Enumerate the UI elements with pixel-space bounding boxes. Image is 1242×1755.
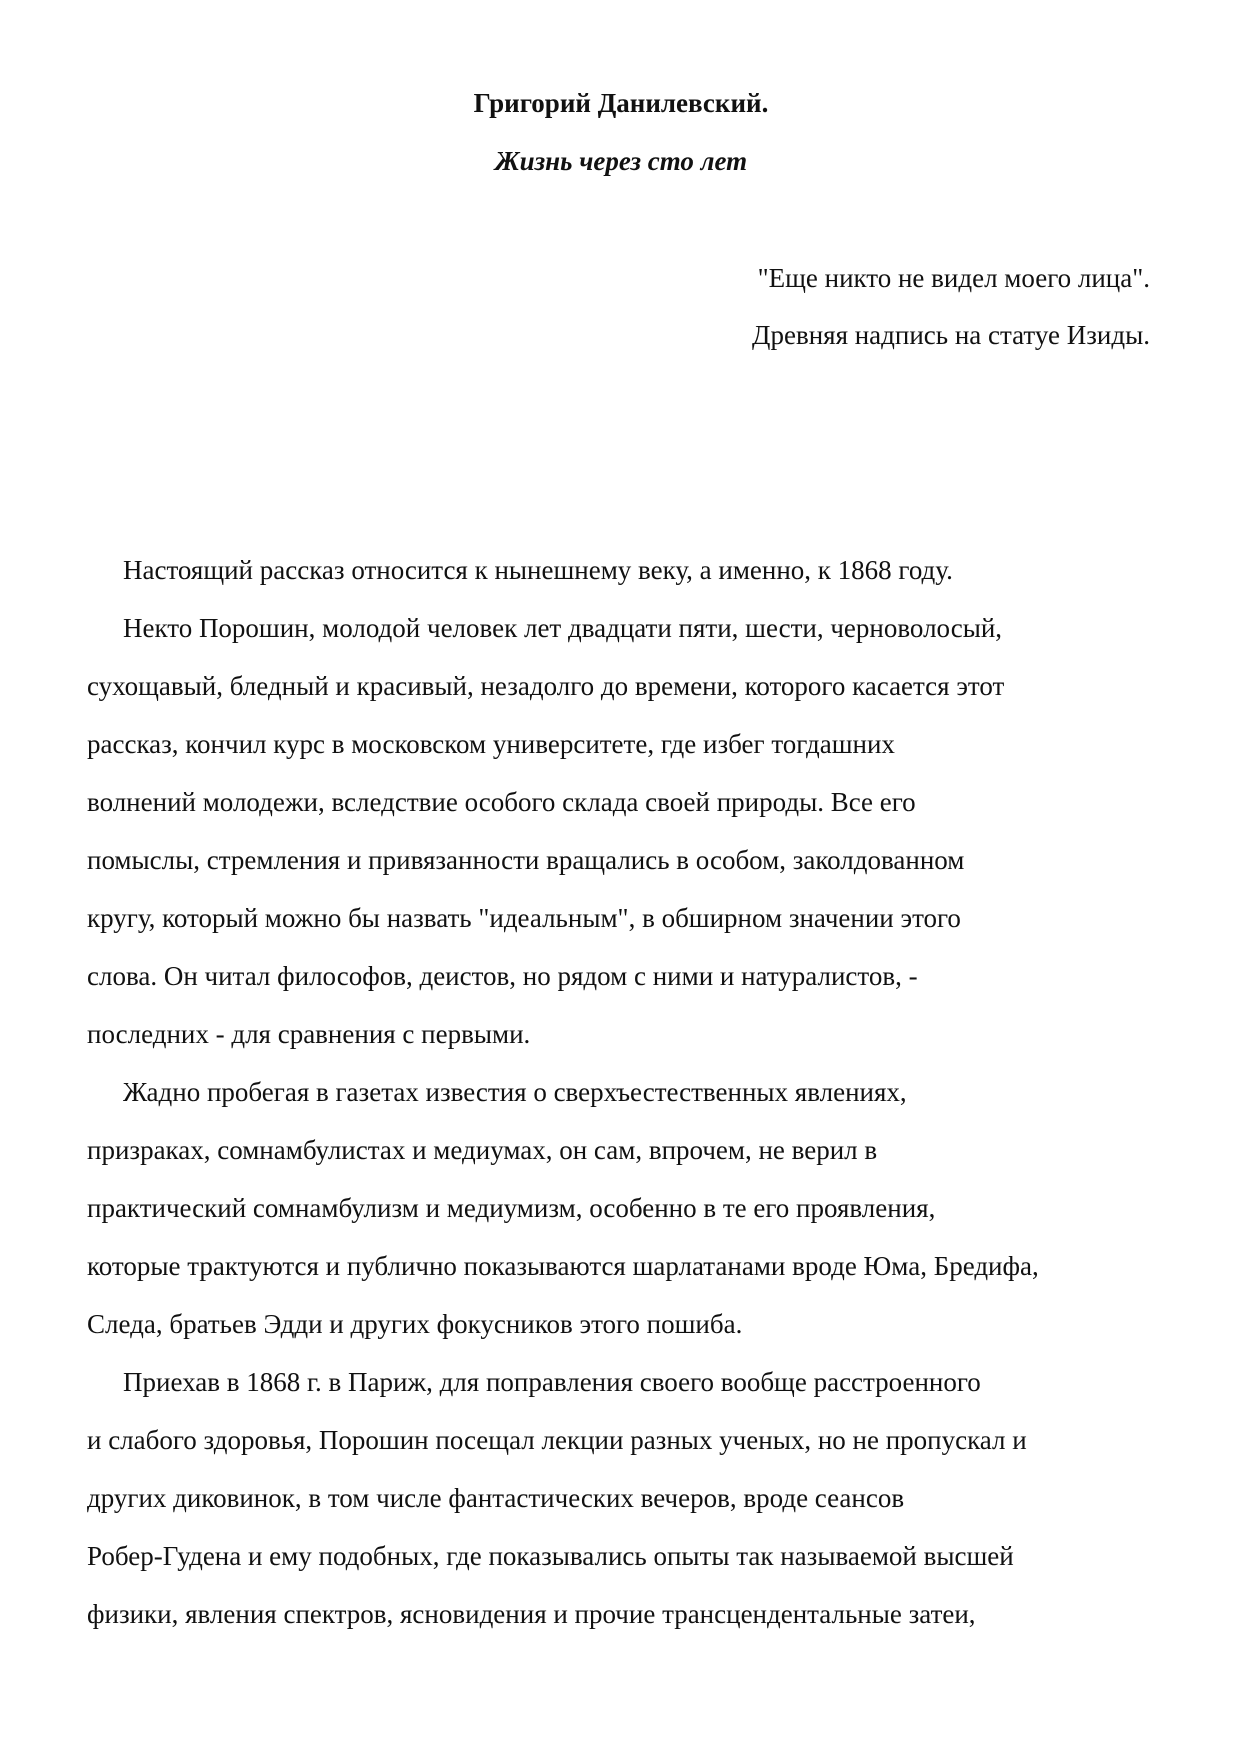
text-line: помыслы, стремления и привязанности вращались в особом, заколдованном (87, 845, 965, 875)
story-title: Жизнь через сто лет (494, 146, 748, 176)
text-line: сухощавый, бледный и красивый, незадолго до времени, которого касается этот (87, 671, 1005, 701)
text-line: практический сомнамбулизм и медиумизм, особенно в те его проявления, (87, 1193, 936, 1223)
text-line: физики, явления спектров, ясновидения и прочие трансцендентальные затеи, (87, 1599, 976, 1629)
text-line: волнений молодежи, вследствие особого склада своей природы. Все его (87, 787, 916, 817)
text-line: других диковинок, в том числе фантастических вечеров, вроде сеансов (87, 1483, 905, 1513)
text-line: последних - для сравнения с первыми. (87, 1019, 531, 1049)
text-line: Робер-Гудена и ему подобных, где показывались опыты так называемой высшей (87, 1541, 1014, 1571)
text-line: Жадно пробегая в газетах известия о сверхъестественных явлениях, (123, 1077, 907, 1107)
epigraph-quote: "Еще никто не видел моего лица". (757, 263, 1150, 293)
text-line: Приехав в 1868 г. в Париж, для поправления своего вообще расстроенного (123, 1367, 981, 1397)
text-line: слова. Он читал философов, деистов, но рядом с ними и натуралистов, - (87, 961, 918, 991)
text-line: рассказ, кончил курс в московском университете, где избег тогдашних (87, 729, 895, 759)
text-line: Настоящий рассказ относится к нынешнему веку, а именно, к 1868 году. (123, 555, 953, 585)
text-line: которые трактуются и публично показываются шарлатанами вроде Юма, Бредифа, (87, 1251, 1039, 1281)
story-body (87, 541, 1157, 1643)
text-line: и слабого здоровья, Порошин посещал лекции разных ученых, но не пропускал и (87, 1425, 1027, 1455)
text-line: призраках, сомнамбулистах и медиумах, он сам, впрочем, не верил в (87, 1135, 878, 1165)
text-line: Некто Порошин, молодой человек лет двадцати пяти, шести, черноволосый, (123, 613, 1003, 643)
author-name: Григорий Данилевский. (473, 88, 769, 118)
text-line: кругу, который можно бы назвать "идеальным", в обширном значении этого (87, 903, 961, 933)
text-line: Следа, братьев Эдди и других фокусников этого пошиба. (87, 1309, 743, 1339)
epigraph-source: Древняя надпись на статуе Изиды. (752, 320, 1150, 350)
